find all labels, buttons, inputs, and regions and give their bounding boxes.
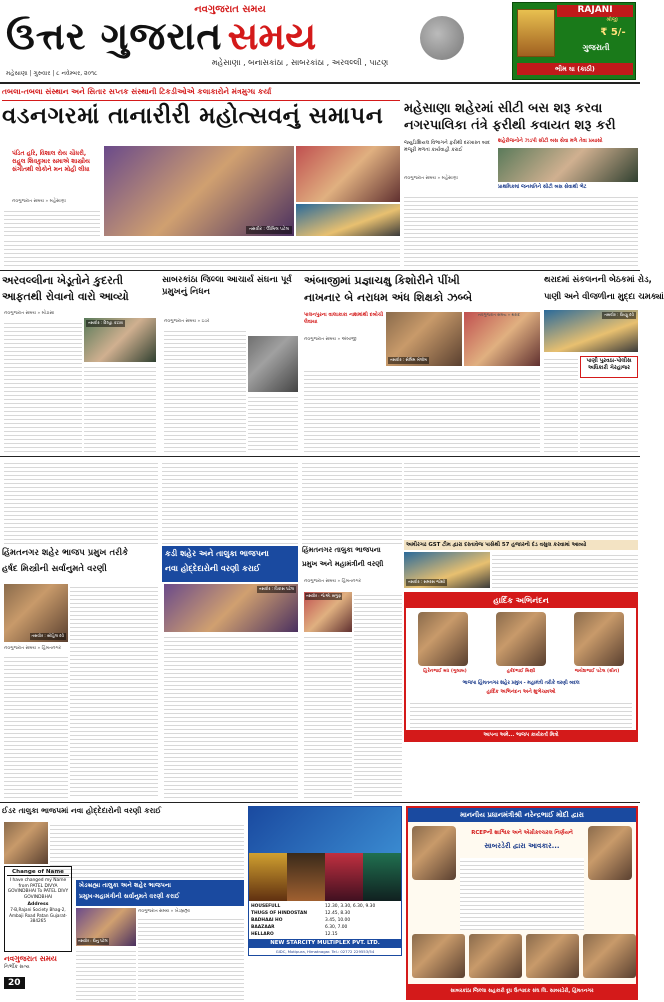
cinema-ad-address: GIDC, Motipura, Himatnagar. Tel.: 02772 229553/54 bbox=[275, 949, 375, 954]
cinema-ad-posters bbox=[249, 853, 401, 901]
citybus-byline: નવગુજરાત સમય » મહેસાણા bbox=[404, 176, 458, 181]
sabarkantha-byline: નવગુજરાત સમય » ઇડર bbox=[164, 319, 210, 324]
aravalli-byline: નવગુજરાત સમય » મોડાસા bbox=[4, 311, 55, 316]
lead-photo-right bbox=[296, 146, 400, 202]
cinema-row bbox=[251, 924, 401, 931]
pm-ad-photo-right bbox=[588, 826, 632, 880]
greeting-ad-message-1: ભાજપા હિંમતનગર શહેર પ્રમુખ - મહામંત્રી તરીકે વરણી બદલ bbox=[462, 681, 580, 686]
tharad-headline-2: પાણી અને વીજળીના મુદ્દા ચમક્યાં bbox=[544, 291, 664, 301]
citybus-intro: શહેરીજનોને ઝડપી સીટી બસ સેવા મળે તેવા પ્રયાસો bbox=[498, 138, 603, 144]
ambaji-byline: નવગુજરાત સમય » અંબાજી bbox=[304, 337, 357, 342]
ambaji-caption: તસવીર : સેલિમ બેલીમ bbox=[390, 357, 427, 362]
cinema-times: 6.30, 7.00 bbox=[325, 925, 348, 930]
cinema-show: HOUSEFULL bbox=[251, 904, 281, 909]
idar-body bbox=[50, 822, 244, 878]
kadi-caption: તસવીર : વિકાસ પટેલ bbox=[258, 586, 294, 591]
himmatnagar1-headline-1: હિંમતનગર શહેર ભાજપ પ્રમુખ તરીકે bbox=[2, 548, 129, 558]
cinema-row bbox=[251, 917, 401, 924]
ambaji-photo-1 bbox=[386, 312, 462, 366]
tharad-caption: તસવીર : વિષ્ણુ દવે bbox=[604, 312, 634, 317]
citybus-body bbox=[404, 194, 638, 266]
himmatnagar2-caption: તસવીર : જે.એ. સગુણ bbox=[306, 593, 342, 598]
greeting-ad-message-2: હાર્દિક અભિનંદન અને શુભેચ્છાઓ bbox=[486, 689, 556, 695]
lead-kicker: તબલા-તબલા સંસ્થાન અને સિતાર સપ્તક સંસ્થાની ટિકડીઓએ કલાકારોને મંત્રમુગ્ધ કર્યા bbox=[2, 87, 400, 101]
lead-photo-bottom bbox=[296, 204, 400, 236]
cinema-ad-banner bbox=[249, 807, 401, 853]
cinema-row bbox=[251, 910, 401, 917]
kheda-caption: તસવીર : વિનુ પટેલ bbox=[78, 938, 108, 943]
divider-3 bbox=[0, 802, 640, 803]
lead-headline: વડનગરમાં તાનારીરી મહોત્સવનું સમાપન bbox=[2, 103, 384, 129]
pm-ad-footer: સાબરકાંઠા જિલ્લા સહકારી દૂધ ઉત્પાદક સંઘ લિ. સાબરડેરી, હિંમતનગર bbox=[408, 984, 636, 998]
lead-intro: પંડિત હરિ, વિશાલ રોય ચૌધરી, રાહુલ શિવકુમાર સમાએ શાસ્ત્રીય સંગીતથી લોકોને મન મોહી લીધા bbox=[12, 150, 90, 173]
masthead-title-part1: ઉત્તર ગુજરાત bbox=[6, 14, 223, 58]
kadi-headline-box bbox=[162, 546, 298, 582]
pm-ad-photo-left bbox=[412, 826, 456, 880]
greeting-ad-photo-3 bbox=[574, 612, 624, 666]
kadi-photo bbox=[164, 584, 298, 632]
cinema-times: 12.30, 3.30, 6.30, 9.30 bbox=[325, 904, 376, 909]
greeting-ad-name-3: જયેશભાઈ પટેલ (ગ્રીન) bbox=[574, 669, 620, 674]
poster-4 bbox=[363, 853, 401, 901]
masthead-dateline: મહેસાણા | ગુરુવાર | ૮ નવેમ્બર, ૨૦૧૮ bbox=[6, 70, 98, 77]
citybus-intro-2: જ્યુડિશિયલ વિભાગને ફરીથી દરખાસ્ત બાદ મંજૂરી મળતાં કાર્યવાહી કરાઈ bbox=[404, 140, 490, 153]
ambaji-headline-2: નાખનાર બે નરાધમ અંધ શિક્ષકો ઝબ્બે bbox=[304, 291, 473, 304]
citybus-headline-2: નગરપાલિકા તંત્રે ફરીથી કવાયત શરૂ કરી bbox=[404, 118, 616, 133]
cinema-times: 3.45, 10.00 bbox=[325, 918, 351, 923]
kheda-headline-2: પ્રમુખ-મહામંત્રીની સર્વાનુમતે વરણી કરાઈ bbox=[79, 893, 180, 900]
pm-ad-portrait bbox=[469, 934, 522, 978]
aravalli-headline-1: અરવલ્લીના ખેડૂતોને કુદરતી bbox=[2, 274, 123, 287]
gst-headline: અમીરગઢ GST ટીમ દ્વારા દસ્તાવેજ પાસેથી 57 હજારનો દંડ વસુલ કરવામાં આવ્યો bbox=[404, 540, 638, 550]
rajani-ad-price: ₹ 5/- bbox=[600, 27, 626, 38]
himmatnagar1-byline: નવગુજરાત સમય » હિંમતનગર bbox=[4, 646, 62, 651]
pm-ad-line-1: RCEPની શાશ્વિક અને એગ્રીકલ્ચરલ નિર્ણયને bbox=[471, 830, 573, 836]
ambaji-body bbox=[304, 368, 540, 452]
greeting-ad-supporters bbox=[410, 700, 632, 728]
gst-caption: તસવીર : સમરસ જોશી bbox=[408, 579, 446, 584]
greeting-ad-photo-1 bbox=[418, 612, 468, 666]
aravalli-photo bbox=[84, 318, 156, 362]
sabarkantha-body-a bbox=[164, 328, 246, 452]
rajani-ad-packet bbox=[517, 9, 555, 57]
kheda-photo bbox=[76, 908, 136, 946]
pm-ad-portrait bbox=[412, 934, 465, 978]
lead-body-lower bbox=[4, 238, 400, 268]
divider-2 bbox=[0, 456, 640, 457]
gst-photo bbox=[404, 552, 490, 588]
greeting-ad-photo-2 bbox=[496, 612, 546, 666]
classified-box bbox=[4, 866, 72, 952]
ambaji-photo-2 bbox=[464, 312, 540, 366]
rajani-ad bbox=[512, 2, 636, 80]
kheda-body bbox=[138, 916, 244, 1000]
citybus-headline-1: મહેસાણા શહેરમાં સીટી બસ શરૂ કરવા bbox=[404, 101, 603, 116]
lion-logo-icon bbox=[420, 16, 464, 60]
kadi-headline-1: કડી શહેર અને તાલુકા ભાજપના bbox=[165, 549, 269, 558]
masthead-kicker: નવગુજરાત સમય bbox=[194, 4, 266, 15]
aravalli-caption: તસવીર : દિલ્હા કટારા bbox=[88, 320, 123, 325]
divider-1 bbox=[0, 270, 640, 271]
masthead-rule bbox=[0, 82, 640, 84]
ambaji-intro: પાલનપુરના વાલાકાકા નાશમાંથી દબોચી લેવાયા bbox=[304, 312, 384, 325]
himmatnagar2-body-b bbox=[304, 634, 352, 798]
gst-body bbox=[492, 552, 638, 588]
cinema-row bbox=[251, 931, 401, 938]
footer-logo-name: નવગુજરાત સમય bbox=[4, 954, 57, 963]
aravalli-body-a bbox=[4, 320, 82, 452]
lower-right-body bbox=[302, 460, 402, 544]
pm-ad bbox=[406, 806, 638, 1000]
himmatnagar1-headline-2: હર્ષદ મિસ્ત્રીની સર્વાનુમતે વરણી bbox=[2, 564, 107, 574]
lead-photo-caption: તસવીર : ઊમિલ પટેલ bbox=[246, 226, 292, 234]
aravalli-headline-2: આફતથી રોવાનો વારો આવ્યો bbox=[2, 290, 129, 303]
masthead-title bbox=[6, 14, 466, 60]
idar-headline: ઈડર તાલુકા ભાજપમાં નવા હોદ્દેદારોની વરણી કરાઈ bbox=[2, 806, 162, 815]
idar-photo bbox=[4, 822, 48, 864]
himmatnagar1-caption: તસવીર : સોહિલ દવે bbox=[31, 633, 64, 638]
pm-ad-portrait bbox=[583, 934, 636, 978]
pm-ad-portraits bbox=[412, 934, 636, 978]
cinema-times: 12.15 bbox=[325, 932, 338, 937]
lower-mid-body bbox=[162, 460, 298, 544]
cinema-times: 12.45, 8.30 bbox=[325, 911, 351, 916]
himmatnagar2-body-a bbox=[354, 592, 402, 798]
footer-logo bbox=[4, 954, 74, 1000]
rajani-ad-product: ભીમ ઘા (કાઠી) bbox=[517, 63, 633, 75]
kadi-body bbox=[164, 634, 298, 798]
kheda-headline-box bbox=[76, 880, 244, 906]
classified-address: 7-B,Rajani Society Bhag-2, Ambaji Road Patan Gujarat-384265 bbox=[9, 907, 67, 924]
pm-ad-portrait bbox=[526, 934, 579, 978]
himmatnagar1-body-a bbox=[70, 584, 158, 798]
greeting-ad-footer: આપના અમે... ભાજપ કાર્યકર્તા મિત્રો bbox=[406, 730, 636, 740]
pm-ad-line-2: સાબરડેરી દ્વારા આવકાર... bbox=[484, 842, 560, 850]
tharad-lower-body bbox=[404, 460, 638, 536]
lower-left-body bbox=[4, 460, 158, 544]
kadi-headline-2: નવા હોદ્દેદારોની વરણી કરાઈ bbox=[165, 564, 261, 573]
rajani-ad-brand: RAJANI bbox=[557, 5, 633, 17]
himmatnagar2-byline: નવગુજરાત સમય » હિંમતનગર bbox=[304, 579, 362, 584]
page-number: 20 bbox=[4, 977, 25, 989]
lead-byline: નવગુજરાત સમય » મહેસાણા bbox=[12, 199, 66, 204]
masthead-title-part2: સમય bbox=[227, 14, 317, 58]
masthead bbox=[0, 0, 640, 84]
greeting-ad bbox=[404, 592, 638, 742]
cinema-ad bbox=[248, 806, 402, 956]
cinema-show: BADHAAI HO bbox=[251, 918, 283, 923]
sabarkantha-headline: સાબરકાંઠા જિલ્લા આચાર્ય સંઘના પૂર્વ પ્રમુખનું નિધન bbox=[162, 275, 292, 297]
cinema-show: BAAZAAR bbox=[251, 925, 275, 930]
classified-text: I have changed my Name from PATEL DIVYA GOVINDBHAI To PATEL DIVY GOVINDBHAI bbox=[7, 878, 69, 900]
cinema-ad-listing bbox=[251, 903, 401, 939]
himmatnagar1-body-b bbox=[4, 654, 68, 798]
kheda-body-b bbox=[76, 948, 136, 1000]
tharad-body-b bbox=[580, 380, 638, 452]
kheda-byline: નવગુજરાત સમય » ખેડબ્રહ્મા bbox=[138, 909, 190, 914]
poster-1 bbox=[249, 853, 287, 901]
classified-address-label: Address bbox=[27, 902, 49, 908]
sabarkantha-photo bbox=[248, 336, 298, 392]
greeting-ad-name-1: હિરેનભાઈ મધ (ગુલાબ) bbox=[423, 669, 467, 674]
cinema-ad-name: NEW STARCITY MULTIPLEX PVT. LTD. bbox=[249, 939, 401, 948]
rajani-ad-tag: શ્રીજી bbox=[606, 17, 618, 23]
himmatnagar2-photo bbox=[304, 592, 352, 632]
classified-title: Change of Name bbox=[7, 869, 69, 876]
aravalli-body-b bbox=[84, 364, 156, 452]
citybus-sub: પ્રાથમિકમાં જનમતિને સીટી બસ સેવાથી ભેટ bbox=[498, 184, 587, 190]
greeting-ad-banner: હાર્દિક અભિનંદન bbox=[406, 594, 636, 608]
citybus-photo bbox=[498, 148, 638, 182]
kheda-headline-1: ખેડબ્રહ્મા તાલુકા અને શહેર ભાજપના bbox=[79, 882, 172, 889]
pm-ad-headline: માનનીય પ્રધાનમંત્રીશ્રી નરેન્દ્રભાઈ મોદી દ્વારા bbox=[408, 808, 636, 822]
tharad-photo bbox=[544, 310, 638, 352]
cinema-row bbox=[251, 903, 401, 910]
pm-ad-body bbox=[460, 858, 584, 930]
sabarkantha-body-b bbox=[248, 394, 298, 452]
himmatnagar2-headline-1: હિંમતનગર તાલુકા ભાજપના bbox=[302, 546, 381, 554]
masthead-regions: મહેસાણા , બનાસકાંઠા , સાબરકાંઠા , અરવલ્લી , પાટણ bbox=[211, 58, 389, 67]
tharad-byline: નવગુજરાત સમય » થરાદ bbox=[478, 312, 520, 317]
footer-logo-tag: નિર્ભીક સત્ય bbox=[4, 964, 30, 970]
rajani-ad-line2: ગુજરાતી bbox=[582, 43, 610, 52]
lead-photo-main bbox=[104, 146, 294, 236]
tharad-box: પાણી પુરવઠા-પોલીસ અધિકારી ગેરહાજર bbox=[580, 356, 638, 378]
poster-3 bbox=[325, 853, 363, 901]
himmatnagar2-headline-2: પ્રમુખ અને મહામંત્રીની વરણી bbox=[302, 560, 384, 568]
ambaji-headline-1: અંબાજીમાં પ્રજ્ઞાચક્ષુ કિશોરીને પીંખી bbox=[304, 274, 460, 287]
himmatnagar1-photo bbox=[4, 584, 68, 642]
cinema-show: THUGS OF HINDOSTAN bbox=[251, 911, 308, 916]
tharad-body-a bbox=[544, 356, 578, 452]
greeting-ad-name-2: હર્ષદભાઈ મિસ્ત્રી bbox=[506, 669, 536, 674]
cinema-show: HELLARO bbox=[251, 932, 274, 937]
tharad-headline-1: થરાદમાં સંકલનની બેઠકમાં રોડ, bbox=[544, 274, 652, 284]
poster-2 bbox=[287, 853, 325, 901]
